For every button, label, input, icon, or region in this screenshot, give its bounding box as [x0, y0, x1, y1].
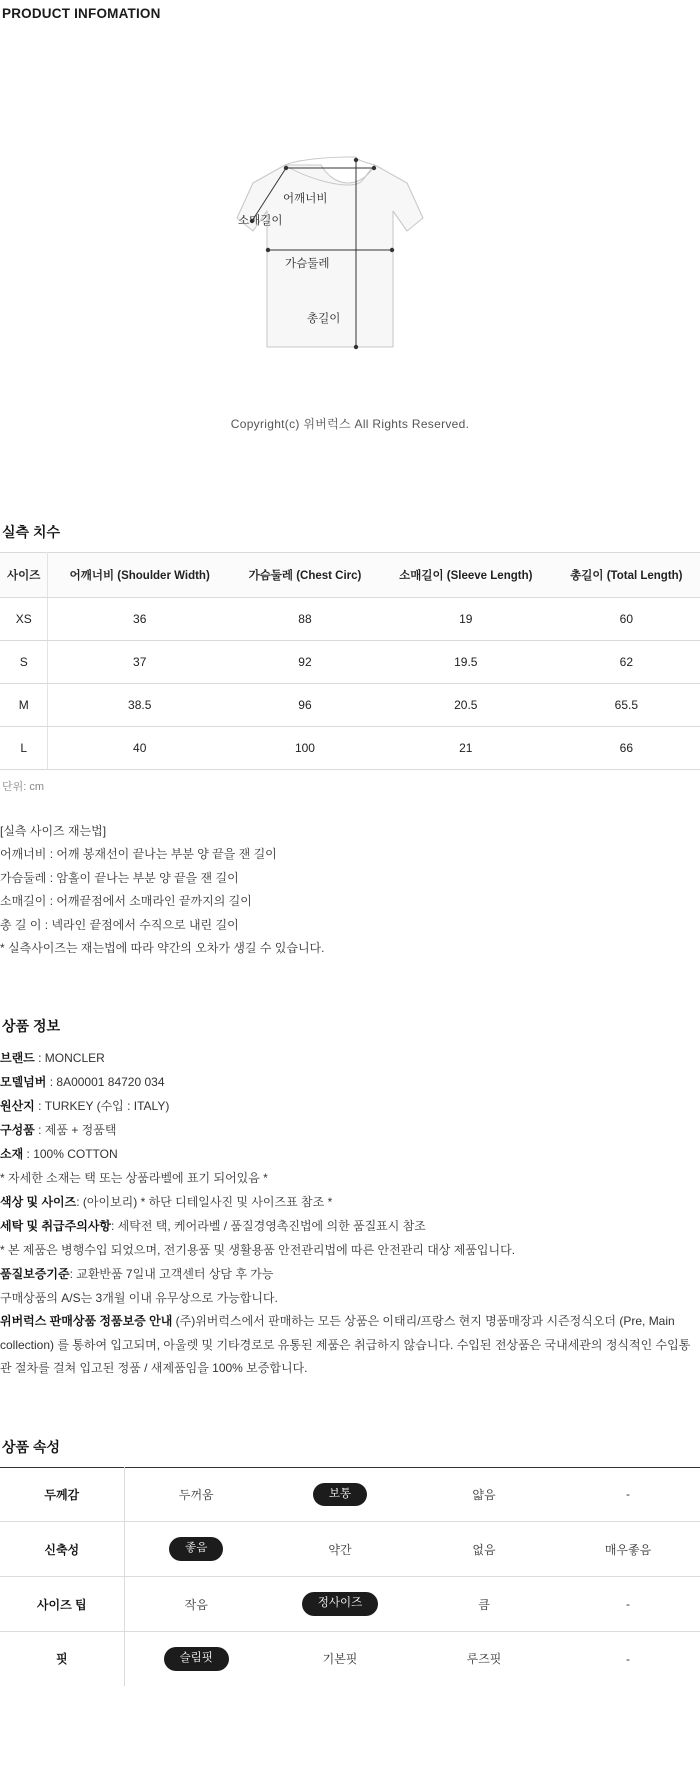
cell-size: XS: [0, 598, 48, 641]
how-to-measure-line: 가슴둘레 : 암홀이 끝나는 부분 양 끝을 잰 길이: [0, 870, 239, 885]
measurement-heading: 실측 치수: [2, 524, 60, 540]
cell-total: 60: [553, 598, 700, 641]
cell-total: 65.5: [553, 684, 700, 727]
option-pill: 보통: [313, 1483, 367, 1507]
option-text: 얇음: [472, 1487, 496, 1502]
option-text: 약간: [328, 1542, 352, 1557]
cell-chest: 92: [231, 641, 379, 684]
detail-sep: :: [34, 1051, 45, 1066]
option-pill: 슬림핏: [164, 1647, 229, 1671]
copyright-text: Copyright(c) 위버럭스 All Rights Reserved.: [230, 417, 470, 431]
guarantee-label: 위버럭스 판매상품 정품보증 안내: [0, 1314, 173, 1329]
attribute-label: 신축성: [0, 1522, 124, 1577]
measurement-table: [0, 552, 700, 770]
option-text: -: [626, 1487, 630, 1502]
cell-sleeve: 20.5: [379, 684, 553, 727]
option-text: -: [626, 1597, 630, 1611]
attribute-label: 핏: [0, 1631, 124, 1685]
cell-sleeve: 21: [379, 727, 553, 770]
detail-value: (아이보리) * 하단 디테일사진 및 사이즈표 참조 *: [82, 1195, 333, 1210]
detail-sep: :: [23, 1147, 34, 1162]
detail-row-material: [0, 1142, 700, 1166]
detail-label: 원산지: [0, 1099, 35, 1114]
diagram-label-chest: 가슴둘레: [285, 258, 330, 270]
cell-shoulder: 37: [48, 641, 231, 684]
detail-value: 100% COTTON: [33, 1147, 118, 1162]
attribute-option[interactable]: [412, 1467, 556, 1522]
attribute-option[interactable]: [268, 1631, 412, 1685]
cell-sleeve: 19.5: [379, 641, 553, 684]
page-title: PRODUCT INFOMATION: [2, 6, 161, 21]
attribute-option[interactable]: [556, 1522, 700, 1577]
option-text: 루즈핏: [466, 1652, 502, 1667]
detail-row-brand: [0, 1046, 700, 1070]
cell-shoulder: 40: [48, 727, 231, 770]
col-total: 총길이 (Total Length): [553, 553, 700, 598]
detail-label: 세탁 및 취급주의사항: [0, 1219, 111, 1234]
detail-sep: :: [111, 1219, 118, 1234]
table-row: [0, 641, 700, 684]
attribute-row-size-tip: [0, 1577, 700, 1632]
cell-size: S: [0, 641, 48, 684]
how-to-measure-line: 어깨너비 : 어깨 봉재선이 끝나는 부분 양 끝을 잰 길이: [0, 847, 277, 862]
cell-sleeve: 19: [379, 598, 553, 641]
tshirt-illustration-svg: [0, 35, 700, 415]
col-size: 사이즈: [0, 553, 48, 598]
cell-size: M: [0, 684, 48, 727]
cell-total: 66: [553, 727, 700, 770]
detail-row-model: [0, 1070, 700, 1094]
option-text: 큼: [478, 1597, 490, 1612]
option-text: 작음: [184, 1597, 208, 1612]
attribute-option-selected[interactable]: [124, 1631, 268, 1685]
attribute-option[interactable]: [124, 1577, 268, 1632]
col-shoulder: 어깨너비 (Shoulder Width): [48, 553, 231, 598]
table-row: [0, 727, 700, 770]
attribute-option[interactable]: [412, 1577, 556, 1632]
detail-note-as: 구매상품의 A/S는 3개월 이내 유무상으로 가능합니다.: [0, 1291, 278, 1306]
cell-total: 62: [553, 641, 700, 684]
attribute-option[interactable]: [556, 1577, 700, 1632]
detail-row-origin: [0, 1094, 700, 1118]
how-to-measure-line: 소매길이 : 어깨끝점에서 소매라인 끝까지의 길이: [0, 894, 252, 909]
attribute-label: 사이즈 팁: [0, 1577, 124, 1632]
cell-chest: 100: [231, 727, 379, 770]
detail-value: 제품 + 정품택: [44, 1123, 117, 1138]
cell-size: L: [0, 727, 48, 770]
detail-sep: :: [76, 1195, 83, 1210]
option-text: 없음: [472, 1542, 496, 1557]
option-text: 기본핏: [322, 1652, 358, 1667]
option-pill: 정사이즈: [302, 1592, 378, 1616]
cell-chest: 96: [231, 684, 379, 727]
option-text: 두꺼움: [178, 1487, 214, 1502]
attribute-label: 두께감: [0, 1467, 124, 1522]
cell-shoulder: 38.5: [48, 684, 231, 727]
attribute-option[interactable]: [556, 1467, 700, 1522]
tshirt-measurement-diagram: [0, 35, 700, 415]
detail-sep: :: [34, 1123, 45, 1138]
col-chest: 가슴둘레 (Chest Circ): [231, 553, 379, 598]
attribute-row-fit: [0, 1631, 700, 1685]
attributes-heading: 상품 속성: [2, 1438, 60, 1455]
detail-note-safety: * 본 제품은 병행수입 되었으며, 전기용품 및 생활용품 안전관리법에 따른 안전관리 대상 제품입니다.: [0, 1243, 516, 1258]
how-to-measure-block: [0, 794, 700, 960]
detail-label: 색상 및 사이즈: [0, 1195, 77, 1210]
option-text: -: [626, 1651, 630, 1666]
how-to-measure-title: [실측 사이즈 재는법]: [0, 824, 107, 838]
attribute-row-elasticity: [0, 1522, 700, 1577]
detail-sep: :: [46, 1075, 57, 1090]
table-row: [0, 598, 700, 641]
how-to-measure-line: 총 길 이 : 넥라인 끝점에서 수직으로 내린 길이: [0, 917, 239, 932]
detail-label: 소재: [0, 1147, 24, 1162]
detail-value: TURKEY (수입 : ITALY): [44, 1099, 170, 1114]
measurement-table-body: [0, 598, 700, 770]
attribute-option[interactable]: [556, 1631, 700, 1685]
attribute-option-selected[interactable]: [124, 1522, 268, 1577]
unit-note: 단위: cm: [2, 781, 45, 793]
detail-guarantee: [0, 1310, 700, 1380]
attribute-option[interactable]: [124, 1467, 268, 1522]
col-sleeve: 소매길이 (Sleeve Length): [379, 553, 553, 598]
how-to-measure-note: * 실측사이즈는 재는법에 따라 약간의 오차가 생길 수 있습니다.: [0, 940, 325, 955]
detail-label: 브랜드: [0, 1051, 35, 1066]
detail-row-warranty: [0, 1262, 700, 1286]
detail-row-care: [0, 1214, 700, 1238]
cell-chest: 88: [231, 598, 379, 641]
attribute-option-selected[interactable]: [268, 1467, 412, 1522]
detail-row-components: [0, 1118, 700, 1142]
option-pill: 좋음: [169, 1537, 223, 1561]
attributes-table: [0, 1467, 700, 1686]
detail-label: 구성품: [0, 1123, 35, 1138]
diagram-label-shoulder: 어깨너비: [283, 193, 328, 205]
attribute-option[interactable]: [268, 1522, 412, 1577]
detail-row-color-size: [0, 1190, 700, 1214]
product-detail-list: [0, 1046, 700, 1380]
option-text: 매우좋음: [604, 1542, 652, 1557]
diagram-label-sleeve: 소매길이: [238, 215, 283, 227]
table-row: [0, 684, 700, 727]
detail-label: 모델넘버: [0, 1075, 47, 1090]
measurement-table-head: [0, 553, 700, 598]
detail-value: 교환반품 7일내 고객센터 상담 후 가능: [76, 1267, 274, 1282]
detail-value: 세탁전 택, 케어라벨 / 품질경영촉진법에 의한 품질표시 참조: [117, 1219, 426, 1234]
detail-label: 품질보증기준: [0, 1267, 70, 1282]
diagram-label-total: 총길이: [307, 313, 341, 325]
detail-value: MONCLER: [44, 1051, 105, 1066]
attribute-row-thickness: [0, 1467, 700, 1522]
attribute-option[interactable]: [412, 1631, 556, 1685]
detail-value: 8A00001 84720 034: [56, 1075, 165, 1090]
attribute-option-selected[interactable]: [268, 1577, 412, 1632]
product-info-heading: 상품 정보: [2, 1018, 60, 1035]
guarantee-text: (주)위버럭스에서 판매하는 모든 상품은 이태리/프랑스 현지 명품매장과 시즌정식오더 (Pre, Main collection) 를 통하여 입고되며, 아울렛 및 기타경로로 유통된 제품은 취급하지 않습니다. 수입된 전상품은 국내세관의 정식적인 수입통관 절차를 걸쳐 입고된 정품 / 새제품임을 100% 보증합니다.: [0, 1314, 691, 1376]
attribute-option[interactable]: [412, 1522, 556, 1577]
detail-sep: :: [34, 1099, 45, 1114]
table-header-row: [0, 553, 700, 598]
detail-note-material: * 자세한 소재는 택 또는 상품라벨에 표기 되어있음 *: [0, 1171, 268, 1186]
cell-shoulder: 36: [48, 598, 231, 641]
detail-sep: :: [69, 1267, 77, 1282]
